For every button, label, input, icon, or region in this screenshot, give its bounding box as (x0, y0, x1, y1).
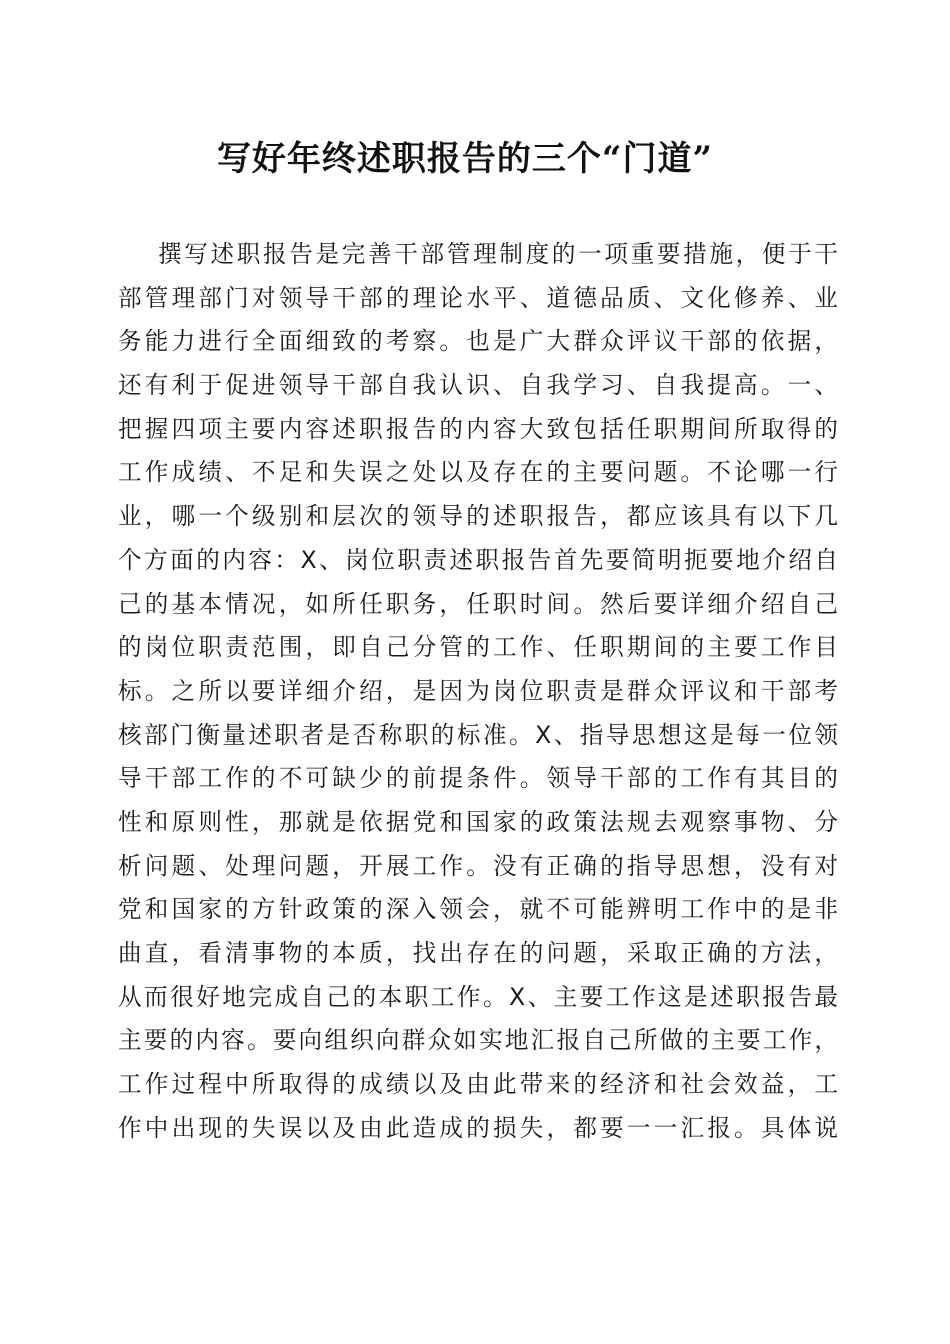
paragraph-line: 核部门衡量述职者是否称职的标准。X、指导思想这是每一位领 (118, 720, 838, 749)
paragraph-line: 作中出现的失误以及由此造成的损失，都要一一汇报。具体说 (118, 1113, 838, 1142)
paragraph-line: 析问题、处理问题，开展工作。没有正确的指导思想，没有对 (118, 851, 838, 880)
paragraph-line: 从而很好地完成自己的本职工作。X、主要工作这是述职报告最 (118, 982, 838, 1011)
paragraph-line: 撰写述职报告是完善干部管理制度的一项重要措施，便于干 (158, 240, 838, 268)
paragraph-line: 还有利于促进领导干部自我认识、自我学习、自我提高。一、 (118, 371, 838, 400)
paragraph-line: 务能力进行全面细致的考察。也是广大群众评议干部的依据， (118, 327, 838, 356)
paragraph-line: 把握四项主要内容述职报告的内容大致包括任职期间所取得的 (118, 414, 838, 443)
paragraph-line: 曲直，看清事物的本质，找出存在的问题，采取正确的方法， (118, 939, 838, 967)
document-body (118, 233, 838, 1150)
paragraph-line: 标。之所以要详细介绍，是因为岗位职责是群众评议和干部考 (118, 676, 838, 705)
paragraph-line: 的岗位职责范围，即自己分管的工作、任职期间的主要工作目 (118, 633, 838, 662)
paragraph-line: 业，哪一个级别和层次的领导的述职报告，都应该具有以下几 (118, 502, 838, 531)
paragraph-line: 导干部工作的不可缺少的前提条件。领导干部的工作有其目的 (118, 764, 838, 793)
paragraph-line: 个方面的内容：X、岗位职责述职报告首先要简明扼要地介绍自 (118, 545, 838, 574)
paragraph-line: 工作成绩、不足和失误之处以及存在的主要问题。不论哪一行 (118, 458, 838, 487)
document-title: 写好年终述职报告的三个“门道” (216, 139, 714, 179)
paragraph-line: 部管理部门对领导干部的理论水平、道德品质、文化修养、业 (118, 283, 838, 312)
paragraph-line: 性和原则性，那就是依据党和国家的政策法规去观察事物、分 (118, 807, 838, 836)
paragraph-line: 工作过程中所取得的成绩以及由此带来的经济和社会效益，工 (118, 1070, 838, 1099)
paragraph-line: 党和国家的方针政策的深入领会，就不可能辨明工作中的是非 (118, 895, 838, 924)
paragraph-line: 主要的内容。要向组织向群众如实地汇报自己所做的主要工作， (118, 1026, 838, 1055)
paragraph-line: 己的基本情况，如所任职务，任职时间。然后要详细介绍自己 (118, 589, 838, 618)
